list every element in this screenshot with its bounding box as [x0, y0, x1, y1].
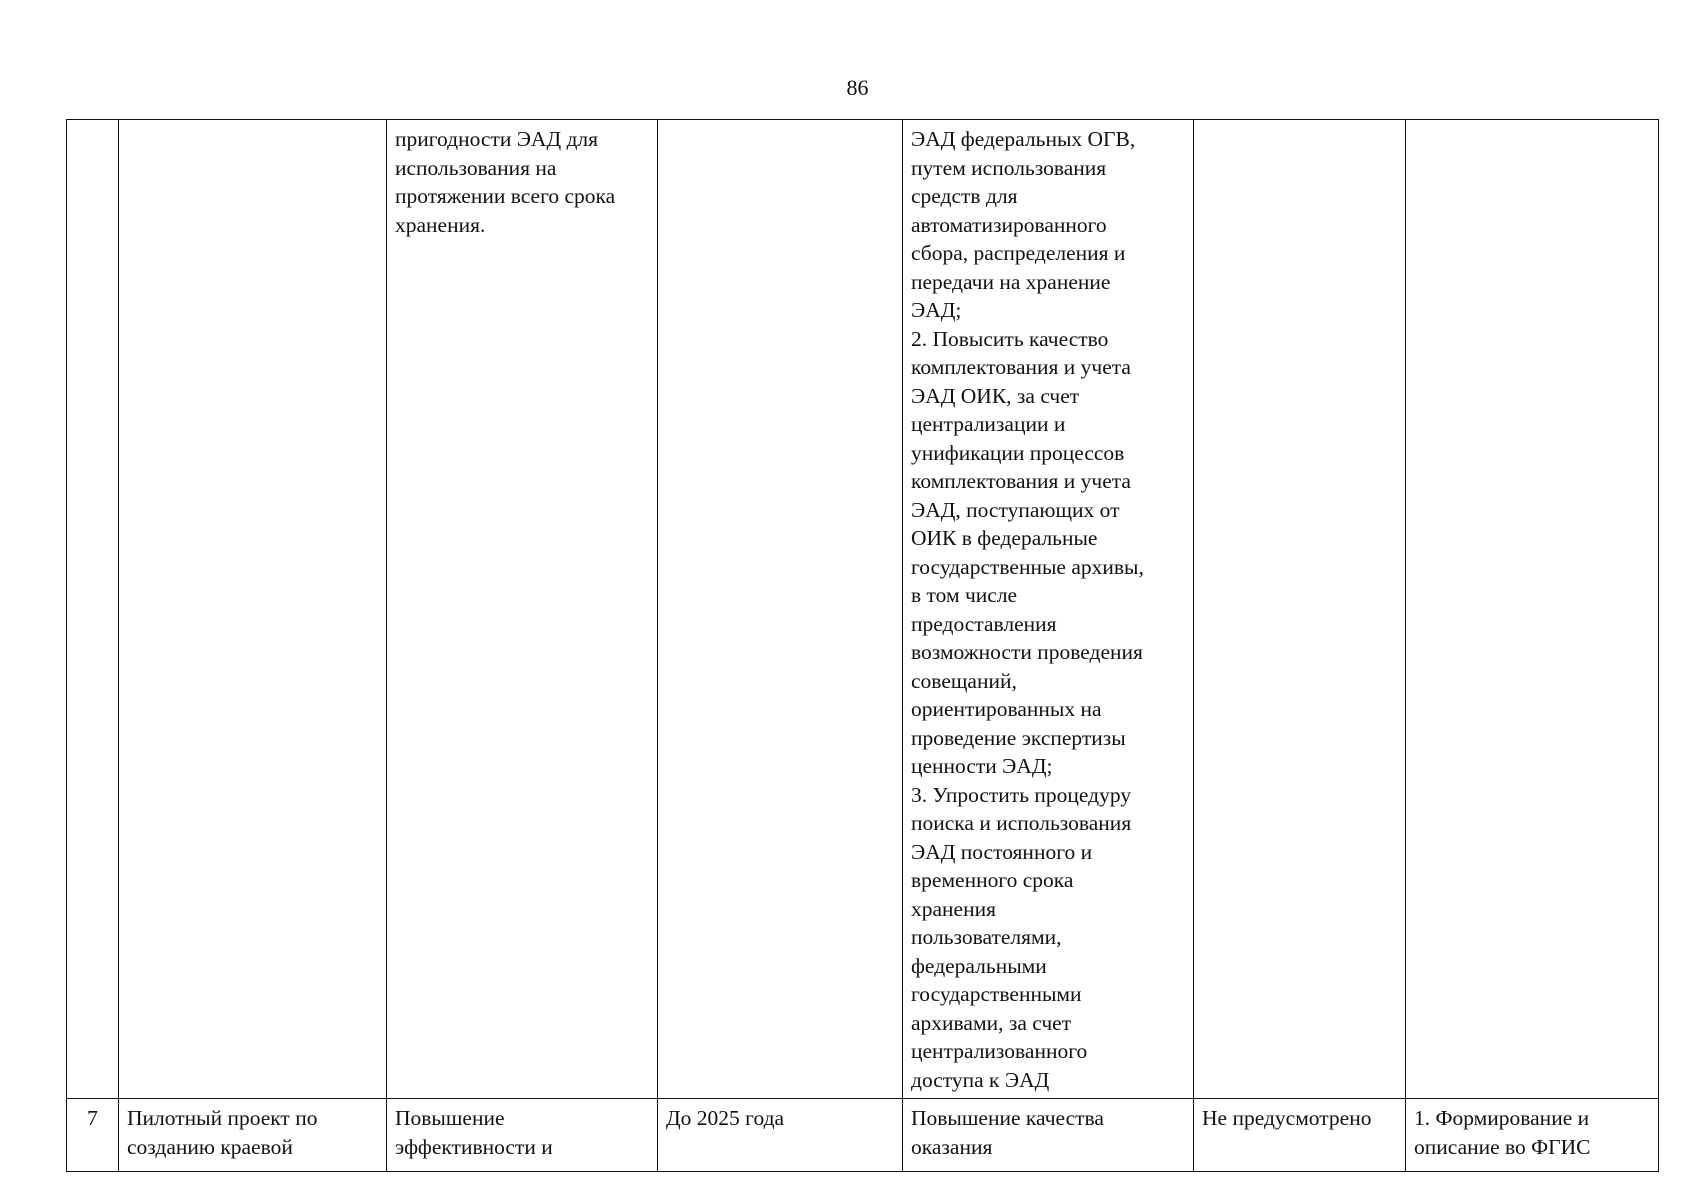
- cell-results: 1. Формирование и описание во ФГИС: [1406, 1099, 1659, 1172]
- cell-goal: Повышение эффективности и: [387, 1099, 658, 1172]
- cell-project-name: Пилотный проект по созданию краевой: [119, 1099, 387, 1172]
- table-row: [67, 120, 1659, 1099]
- cell-row-number: 7: [67, 1099, 119, 1172]
- cell-goal: пригодности ЭАД для использования на протяжении всего срока хранения.: [387, 120, 658, 1099]
- document-table: [66, 119, 1659, 1172]
- cell-results: [1406, 120, 1659, 1099]
- page-number: 86: [846, 75, 869, 100]
- cell-deadline: До 2025 года: [658, 1099, 903, 1172]
- cell-funding: Не предусмотрено: [1194, 1099, 1406, 1172]
- cell-deadline: [658, 120, 903, 1099]
- cell-funding: [1194, 120, 1406, 1099]
- cell-row-number: [67, 120, 119, 1099]
- table-row: [67, 1099, 1659, 1172]
- cell-effects: ЭАД федеральных ОГВ, путем использования средств для автоматизированного сбора, распределения и передачи на хранение ЭАД; 2. Повысить качество комплектования и учета ЭАД ОИК, за счет централизации и унификации процессов комплектования и учета ЭАД, поступающих от ОИК в федеральные государственные архивы, в том числе предоставления возможности проведения совещаний, ориентированных на проведение экспертизы ценности ЭАД; 3. Упростить процедуру поиска и использования ЭАД постоянного и временного срока хранения пользователями, федеральными государственными архивами, за счет централизованного доступа к ЭАД: [903, 120, 1194, 1099]
- cell-effects: Повышение качества оказания: [903, 1099, 1194, 1172]
- cell-project-name: [119, 120, 387, 1099]
